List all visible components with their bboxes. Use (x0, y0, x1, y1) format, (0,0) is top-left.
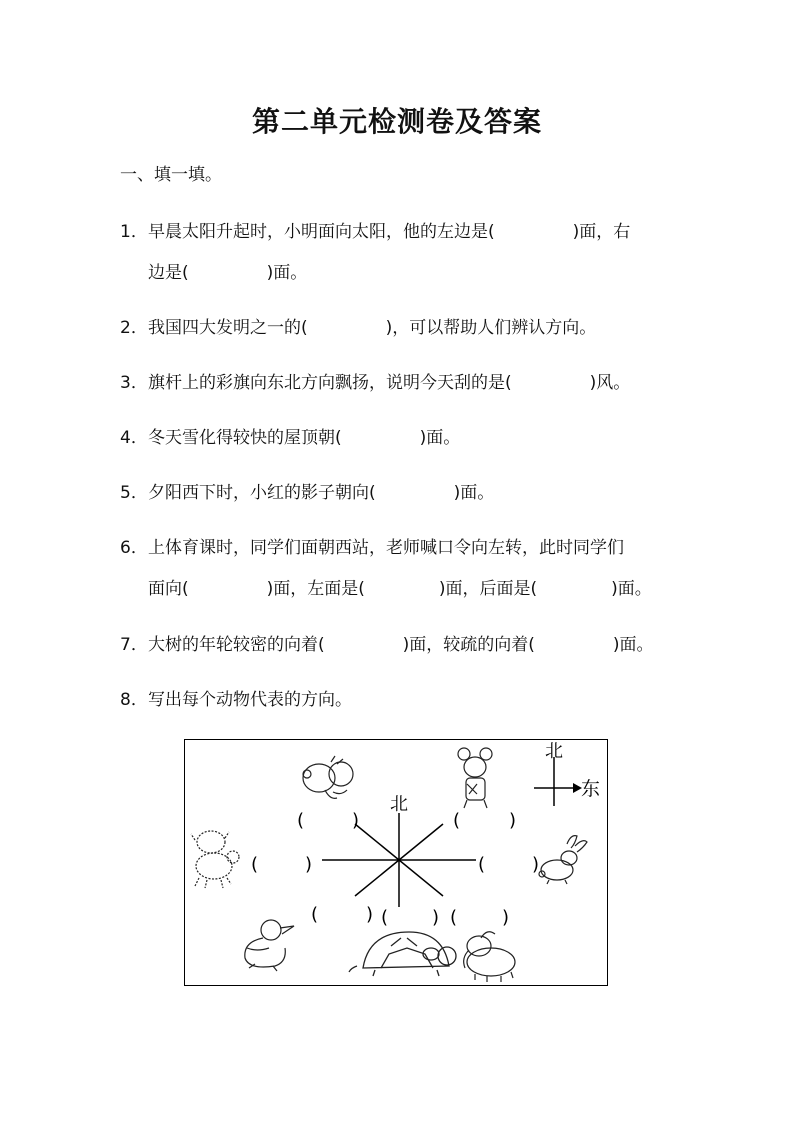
answer-slots (251, 810, 539, 928)
question-text: )面，后面是( (438, 579, 538, 599)
question-text: )风。 (589, 373, 631, 393)
elephant-animal-icon (464, 932, 515, 982)
question-6 (120, 533, 624, 558)
paren-close[interactable]: ) (305, 854, 313, 875)
rabbit-animal-icon (539, 836, 587, 884)
question-text: 写出每个动物代表的方向。 (148, 690, 352, 710)
question-text: 旗杆上的彩旗向东北方向飘扬，说明今天刮的是( (148, 373, 512, 393)
compass (534, 741, 600, 806)
direction-figure-svg (185, 740, 609, 987)
paren-close[interactable]: ) (509, 810, 517, 831)
question-4 (120, 423, 460, 448)
section-heading: 一、填一填。 (120, 165, 222, 185)
question-text: )面，左面是( (266, 579, 365, 599)
question-7 (120, 630, 654, 655)
question-number: 4． (120, 428, 148, 448)
question-number: 1． (120, 222, 148, 242)
north-label: 北 (390, 794, 408, 815)
question-1 (120, 217, 630, 242)
paren-open[interactable]: ( (450, 907, 458, 928)
paren-close[interactable]: ) (502, 907, 510, 928)
question-6-continued (148, 574, 652, 599)
compass-north-label: 北 (545, 741, 563, 762)
paren-open[interactable]: ( (311, 904, 319, 925)
question-number: 3． (120, 373, 148, 393)
page-title: 第二单元检测卷及答案 (251, 105, 542, 138)
paren-close[interactable]: ) (432, 907, 440, 928)
question-text: 大树的年轮较密的向着( (148, 635, 325, 655)
paren-open[interactable]: ( (297, 810, 305, 831)
paren-close[interactable]: ) (532, 854, 540, 875)
question-text: )面。 (266, 263, 308, 283)
mouse-animal-icon (458, 748, 492, 808)
paren-open[interactable]: ( (453, 810, 461, 831)
question-number: 5． (120, 483, 148, 503)
paren-open[interactable]: ( (251, 854, 259, 875)
question-number: 8． (120, 690, 148, 710)
butterfly-animal-icon (303, 756, 353, 798)
question-text: 面向( (148, 579, 189, 599)
question-5 (120, 478, 494, 503)
duck-animal-icon (245, 920, 294, 971)
question-text: 我国四大发明之一的( (148, 318, 308, 338)
question-text: 上体育课时，同学们面朝西站，老师喊口令向左转，此时同学们 (148, 538, 624, 558)
dog-animal-icon (191, 831, 239, 888)
question-number: 2． (120, 318, 148, 338)
direction-figure (184, 739, 608, 986)
question-text: )面，较疏的向着( (402, 635, 535, 655)
question-text: 夕阳西下时，小红的影子朝向( (148, 483, 376, 503)
question-2 (120, 313, 596, 338)
question-text: )面。 (453, 483, 495, 503)
question-text: )面，右 (572, 222, 631, 242)
question-number: 6． (120, 538, 148, 558)
compass-east-label: 东 (581, 778, 601, 800)
paren-close[interactable]: ) (366, 904, 374, 925)
question-text: )面。 (611, 579, 652, 599)
question-text: 早晨太阳升起时，小明面向太阳，他的左边是( (148, 222, 495, 242)
paren-open[interactable]: ( (478, 854, 486, 875)
question-text: 边是( (148, 263, 189, 283)
turtle-animal-icon (349, 932, 456, 976)
question-text: 冬天雪化得较快的屋顶朝( (148, 428, 342, 448)
question-text: )，可以帮助人们辨认方向。 (385, 318, 597, 338)
question-number: 7． (120, 635, 148, 655)
paren-open[interactable]: ( (381, 907, 389, 928)
question-1-continued (148, 258, 307, 283)
question-text: )面。 (612, 635, 654, 655)
question-text: )面。 (419, 428, 461, 448)
question-8 (120, 685, 352, 710)
paren-close[interactable]: ) (352, 810, 360, 831)
question-3 (120, 368, 630, 393)
